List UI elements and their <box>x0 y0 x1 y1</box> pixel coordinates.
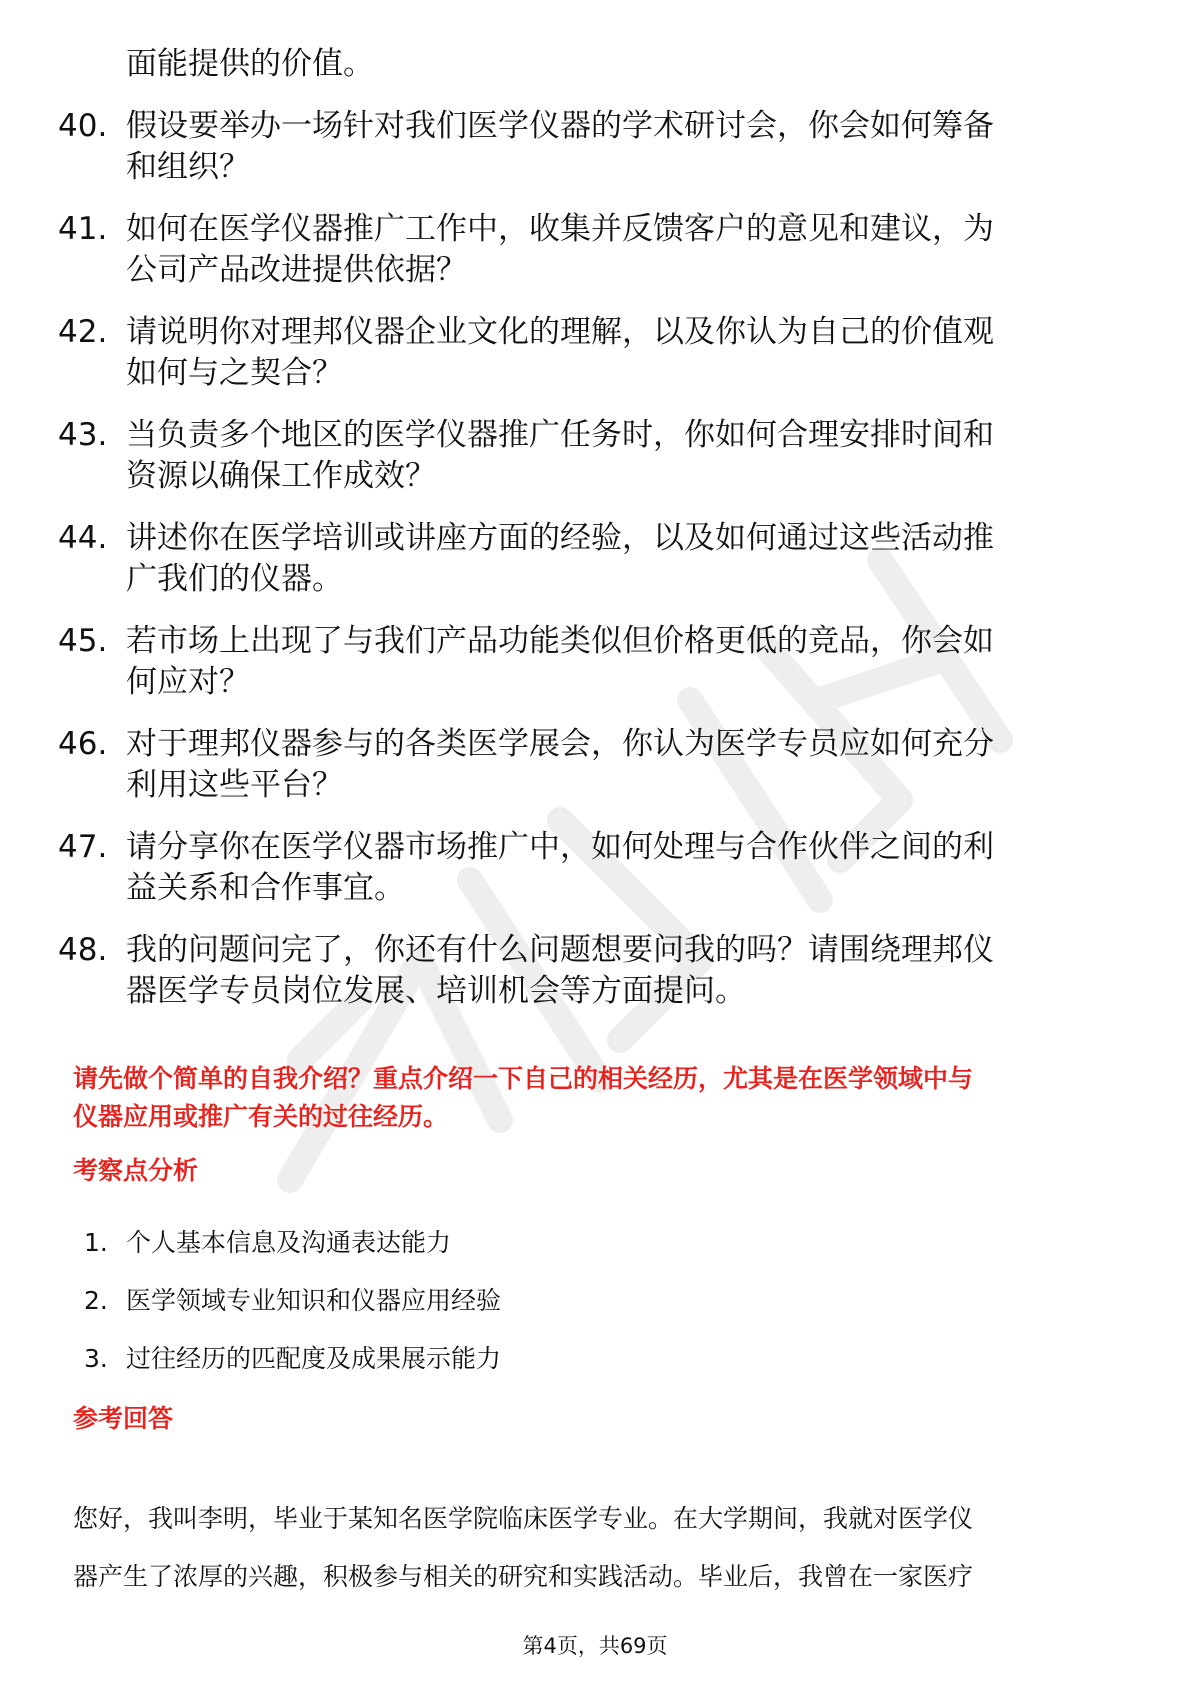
item-text: 资源以确保工作成效？ <box>126 458 436 494</box>
item-text: 过往经历的匹配度及成果展示能力 <box>126 1344 502 1373</box>
item-number: 42. <box>58 314 108 350</box>
item-text: 益关系和合作事宜。 <box>126 870 405 906</box>
answer-line: 您好，我叫李明，毕业于某知名医学院临床医学专业。在大学期间，我就对医学仪 <box>73 1504 974 1533</box>
item-number: 40. <box>58 108 108 144</box>
item-number: 43. <box>58 417 108 453</box>
item-number: 48. <box>58 932 108 968</box>
page-number: 第4页，共69页 <box>522 1634 668 1658</box>
list-item <box>58 724 1118 806</box>
highlighted-question <box>73 1060 1123 1136</box>
highlighted-question-line: 仪器应用或推广有关的过往经历。 <box>73 1102 449 1131</box>
analysis-point-list <box>84 1225 984 1399</box>
item-number: 2. <box>84 1286 108 1315</box>
list-item <box>58 621 1118 703</box>
answer-line: 器产生了浓厚的兴趣，积极参与相关的研究和实践活动。毕业后，我曾在一家医疗 <box>73 1562 974 1591</box>
item-number: 41. <box>58 211 108 247</box>
list-item-continuation <box>58 44 1118 85</box>
item-text: 何应对？ <box>126 664 250 700</box>
item-number: 46. <box>58 726 108 762</box>
item-text: 当负责多个地区的医学仪器推广任务时，你如何合理安排时间和 <box>126 417 994 453</box>
list-item <box>58 106 1118 188</box>
continuation-text: 面能提供的价值。 <box>126 46 374 82</box>
list-item <box>84 1225 984 1283</box>
item-text: 医学领域专业知识和仪器应用经验 <box>126 1286 502 1315</box>
item-text: 假设要举办一场针对我们医学仪器的学术研讨会，你会如何筹备 <box>126 108 994 144</box>
item-number: 47. <box>58 829 108 865</box>
analysis-heading: 考察点分析 <box>73 1156 199 1185</box>
item-text: 我的问题问完了，你还有什么问题想要问我的吗？请围绕理邦仪 <box>126 932 994 968</box>
highlighted-question-line: 请先做个简单的自我介绍？重点介绍一下自己的相关经历，尤其是在医学领域中与 <box>73 1064 974 1093</box>
item-text: 广我们的仪器。 <box>126 561 343 597</box>
answer-heading: 参考回答 <box>73 1404 174 1433</box>
list-item <box>84 1283 984 1341</box>
list-item <box>84 1341 984 1399</box>
item-text: 和组织？ <box>126 149 250 185</box>
item-number: 1. <box>84 1228 108 1257</box>
item-number: 44. <box>58 520 108 556</box>
item-text: 器医学专员岗位发展、培训机会等方面提问。 <box>126 973 746 1009</box>
item-number: 45. <box>58 623 108 659</box>
item-text: 公司产品改进提供依据？ <box>126 252 467 288</box>
item-text: 若市场上出现了与我们产品功能类似但价格更低的竞品，你会如 <box>126 623 994 659</box>
list-item <box>58 827 1118 909</box>
list-item <box>58 312 1118 394</box>
list-item <box>58 930 1118 1012</box>
item-text: 讲述你在医学培训或讲座方面的经验，以及如何通过这些活动推 <box>126 520 994 556</box>
list-item <box>58 209 1118 291</box>
item-text: 请说明你对理邦仪器企业文化的理解，以及你认为自己的价值观 <box>126 314 994 350</box>
item-text: 如何与之契合？ <box>126 355 343 391</box>
item-text: 利用这些平台？ <box>126 767 343 803</box>
item-number: 3. <box>84 1344 108 1373</box>
list-item <box>58 415 1118 497</box>
item-text: 如何在医学仪器推广工作中，收集并反馈客户的意见和建议，为 <box>126 211 994 247</box>
list-item <box>58 518 1118 600</box>
answer-paragraph <box>73 1490 1123 1606</box>
item-text: 个人基本信息及沟通表达能力 <box>126 1228 452 1257</box>
item-text: 请分享你在医学仪器市场推广中，如何处理与合作伙伴之间的利 <box>126 829 994 865</box>
question-list <box>58 44 1118 1033</box>
item-text: 对于理邦仪器参与的各类医学展会，你认为医学专员应如何充分 <box>126 726 994 762</box>
